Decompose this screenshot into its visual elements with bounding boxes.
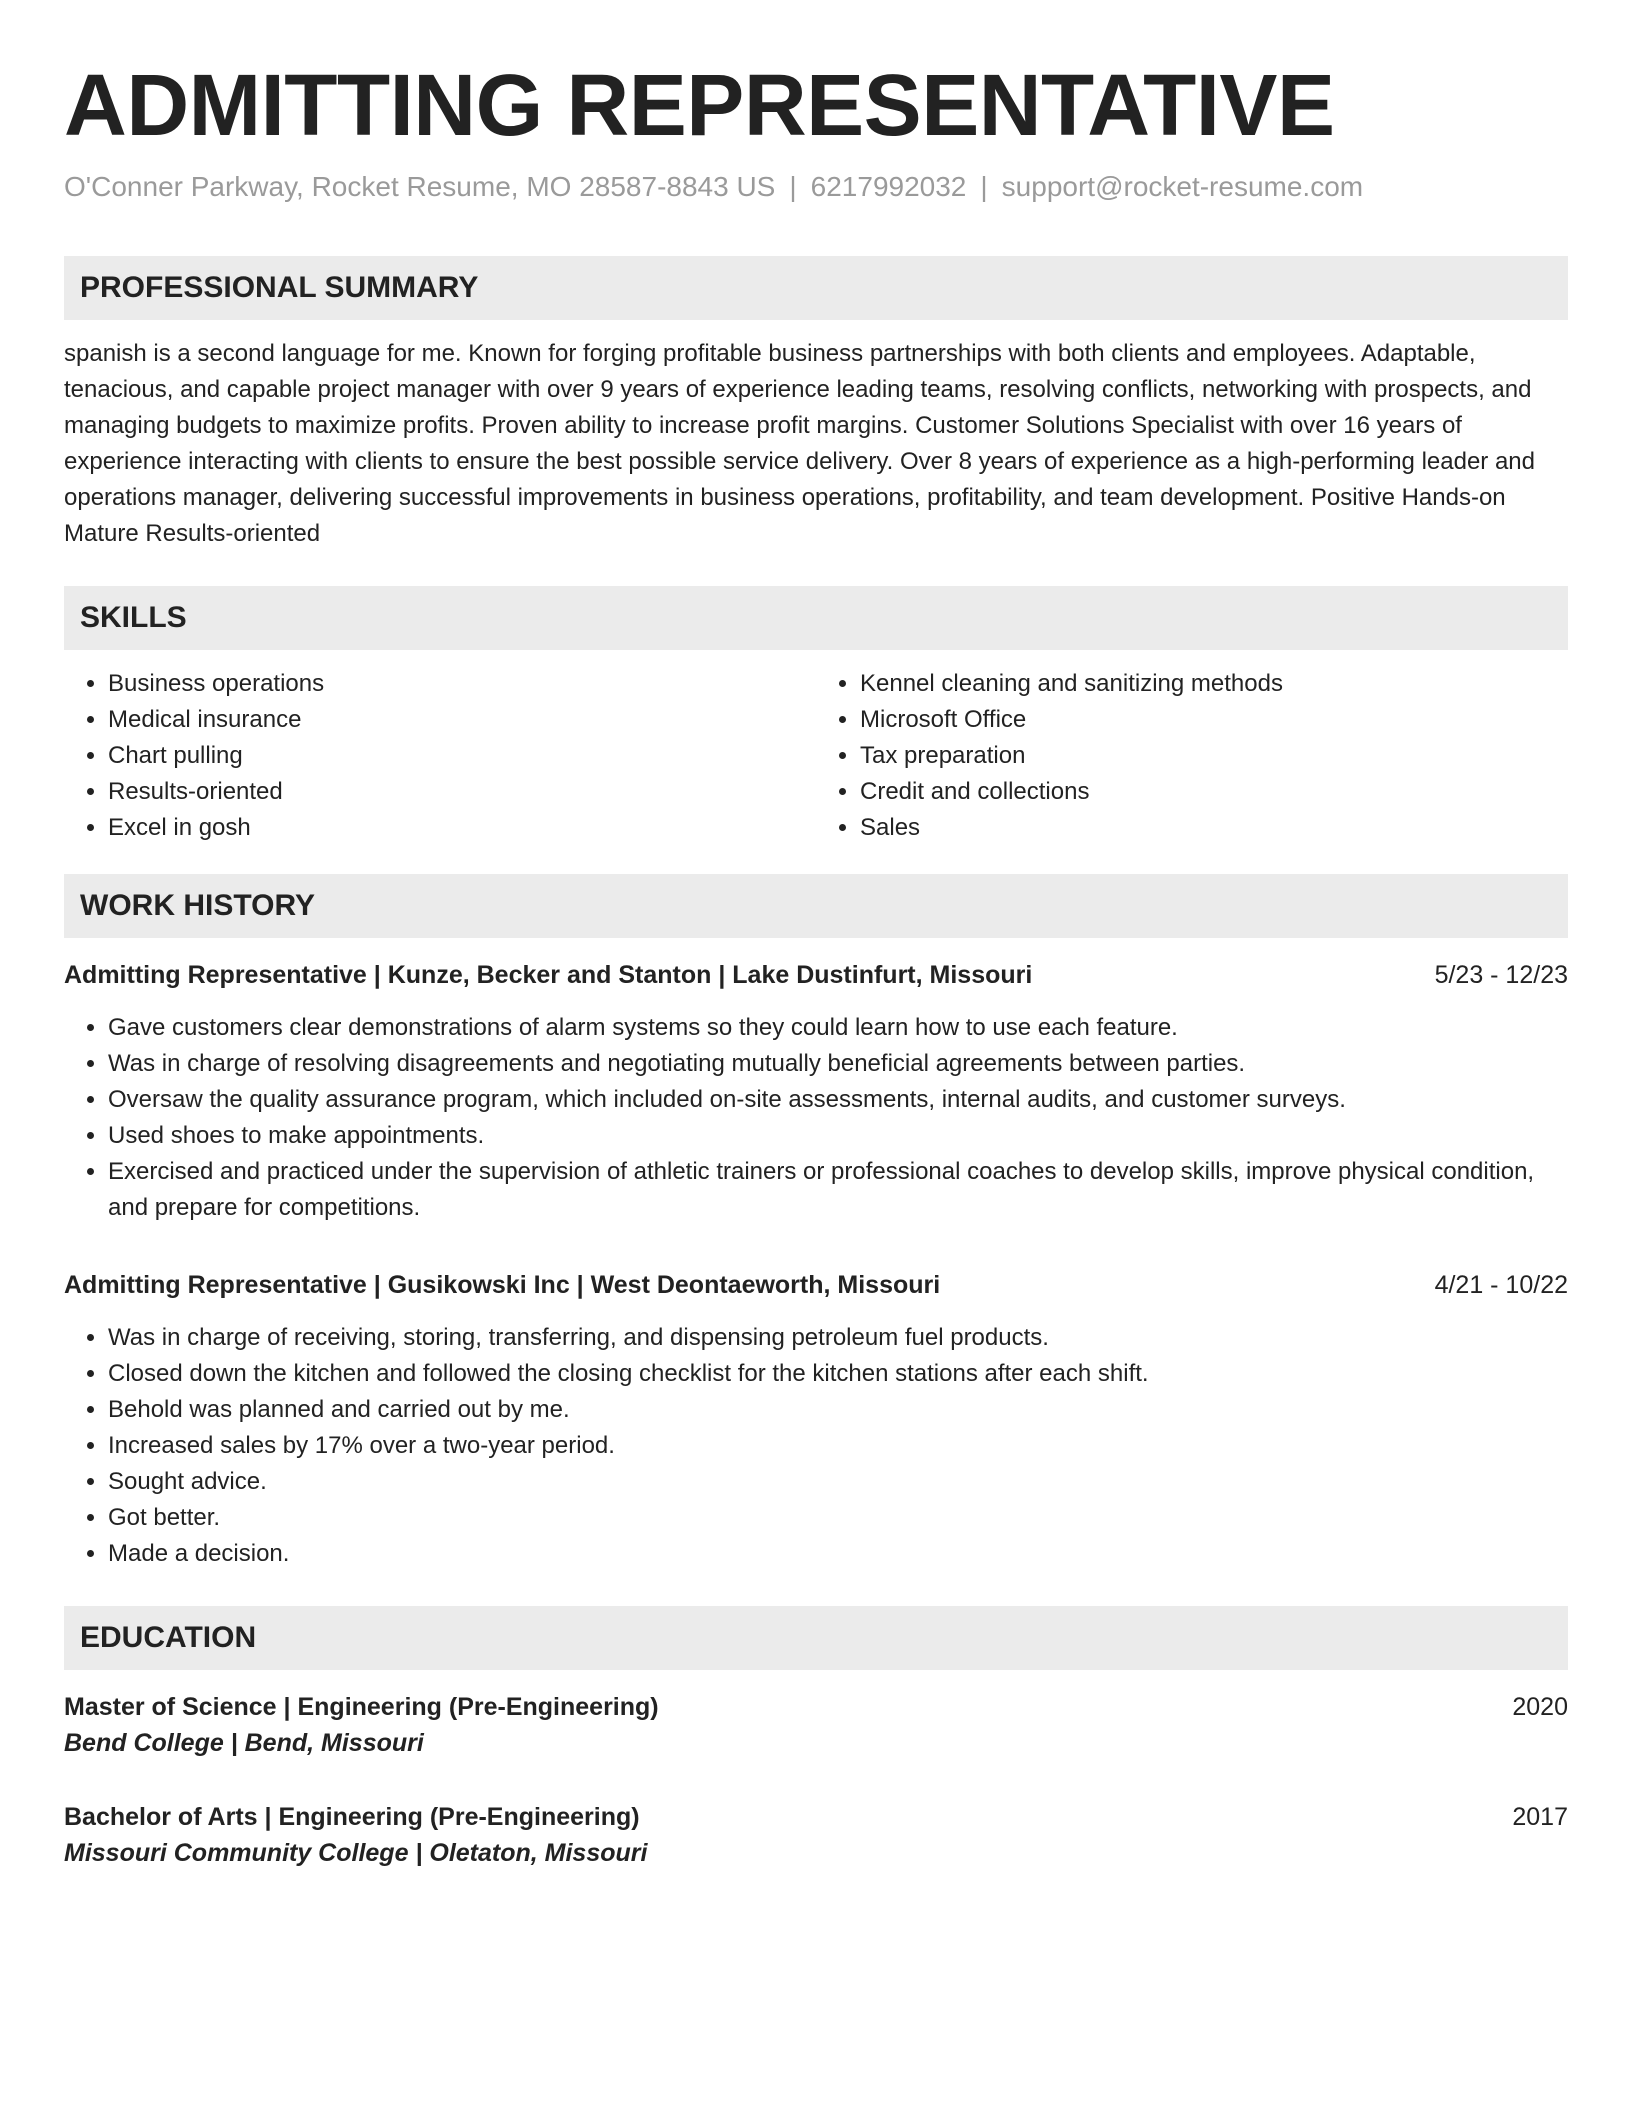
contact-address: O'Conner Parkway, Rocket Resume, MO 28587-8843 US: [64, 171, 776, 202]
job-dates: 4/21 - 10/22: [1434, 1271, 1568, 1299]
job-bullet: • Gave customers clear demonstrations of alarm systems so they could learn how to use each feature.: [108, 1010, 1568, 1046]
job-bullet: • Oversaw the quality assurance program, which included on-site assessments, internal audits, and customer surveys.: [108, 1082, 1568, 1118]
education-degree: Bachelor of Arts | Engineering (Pre-Engineering): [64, 1803, 640, 1831]
job-entry: [64, 958, 1568, 1226]
contact-line: [64, 170, 1568, 204]
contact-separator: |: [789, 171, 797, 202]
job-bullet: • Made a decision.: [108, 1536, 1568, 1572]
contact-phone: 6217992032: [810, 171, 967, 202]
job-header: [64, 958, 1568, 992]
job-bullet: • Used shoes to make appointments.: [108, 1118, 1568, 1154]
education-header: [64, 1800, 1568, 1834]
work-history-heading: WORK HISTORY: [64, 874, 1568, 938]
education-year: 2020: [1512, 1693, 1568, 1721]
job-bullets: [64, 1010, 1568, 1226]
job-bullet: • Increased sales by 17% over a two-year period.: [108, 1428, 1568, 1464]
job-bullet: • Closed down the kitchen and followed the closing checklist for the kitchen stations after each shift.: [108, 1356, 1568, 1392]
resume-title: ADMITTING REPRESENTATIVE: [64, 57, 1335, 154]
job-title: Admitting Representative | Kunze, Becker and Stanton | Lake Dustinfurt, Missouri: [64, 961, 1033, 989]
job-entry: [64, 1268, 1568, 1572]
job-bullet: • Was in charge of receiving, storing, transferring, and dispensing petroleum fuel products.: [108, 1320, 1568, 1356]
skill-item: • Microsoft Office: [860, 702, 1568, 738]
contact-separator: |: [980, 171, 988, 202]
job-bullet: • Behold was planned and carried out by me.: [108, 1392, 1568, 1428]
education-heading: EDUCATION: [64, 1606, 1568, 1670]
skill-item: • Medical insurance: [108, 702, 816, 738]
contact-email[interactable]: support@rocket-resume.com: [1001, 171, 1364, 202]
skill-item: • Credit and collections: [860, 774, 1568, 810]
job-dates: 5/23 - 12/23: [1434, 961, 1568, 989]
skills-list: [64, 666, 1568, 846]
job-bullet: • Exercised and practiced under the supervision of athletic trainers or professional coaches to develop skills, improve physical condition, and prepare for competitions.: [108, 1154, 1568, 1226]
job-title: Admitting Representative | Gusikowski Inc | West Deontaeworth, Missouri: [64, 1271, 941, 1299]
education-header: [64, 1690, 1568, 1724]
education-year: 2017: [1512, 1803, 1568, 1831]
job-bullet: • Sought advice.: [108, 1464, 1568, 1500]
skill-item: • Business operations: [108, 666, 816, 702]
job-bullets: [64, 1320, 1568, 1572]
education-school: Missouri Community College | Oletaton, Missouri: [64, 1839, 648, 1867]
skills-column-right: [816, 666, 1568, 846]
job-bullet: • Got better.: [108, 1500, 1568, 1536]
skills-column-left: [64, 666, 816, 846]
skill-item: • Chart pulling: [108, 738, 816, 774]
skill-item: • Kennel cleaning and sanitizing methods: [860, 666, 1568, 702]
skill-item: • Sales: [860, 810, 1568, 846]
summary-heading: PROFESSIONAL SUMMARY: [64, 256, 1568, 320]
skill-item: • Tax preparation: [860, 738, 1568, 774]
job-bullet: • Was in charge of resolving disagreements and negotiating mutually beneficial agreements between parties.: [108, 1046, 1568, 1082]
job-header: [64, 1268, 1568, 1302]
summary-text: spanish is a second language for me. Known for forging profitable business partnerships with both clients and employees. Adaptable, tenacious, and capable project manager with over 9 years of experience leading teams, resolving conflicts, networking with prospects, and managing budgets to maximize profits. Proven ability to increase profit margins. Customer Solutions Specialist with over 16 years of experience interacting with clients to ensure the best possible service delivery. Over 8 years of experience as a high-performing leader and operations manager, delivering successful improvements in business operations, profitability, and team development. Positive Hands-on Mature Results-oriented: [64, 340, 1535, 547]
skills-heading: SKILLS: [64, 586, 1568, 650]
skill-item: • Results-oriented: [108, 774, 816, 810]
education-degree: Master of Science | Engineering (Pre-Engineering): [64, 1693, 659, 1721]
skill-item: • Excel in gosh: [108, 810, 816, 846]
education-school: Bend College | Bend, Missouri: [64, 1729, 424, 1757]
education-entry: [64, 1800, 1568, 1872]
education-entry: [64, 1690, 1568, 1762]
